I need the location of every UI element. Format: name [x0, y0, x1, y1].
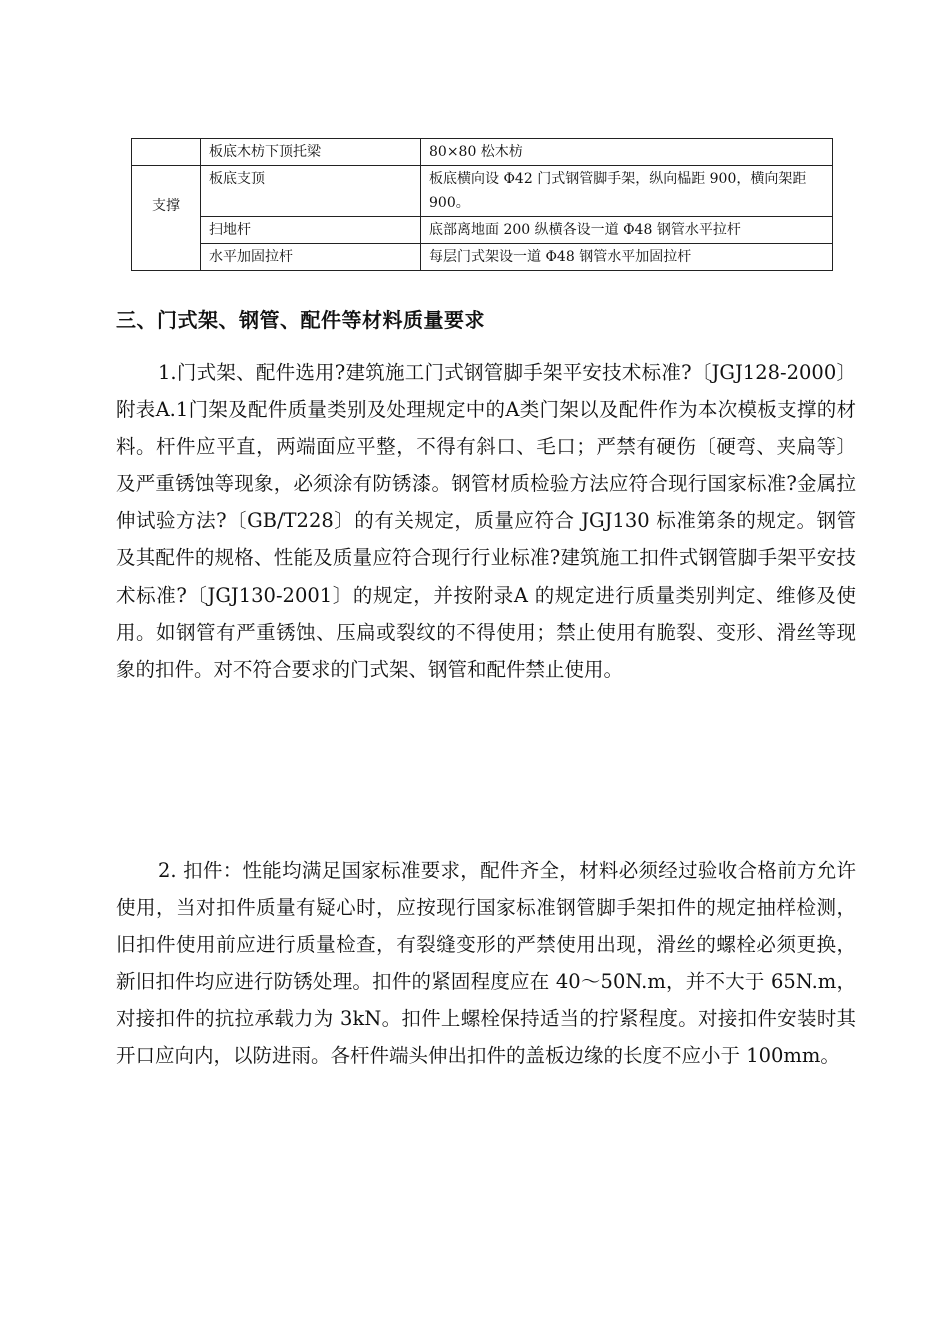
table-row — [132, 139, 833, 166]
section-heading: 三、门式架、钢管、配件等材料质量要求 — [116, 308, 485, 332]
body-paragraph: 1.门式架、配件选用?建筑施工门式钢管脚手架平安技术标准?〔JGJ128-2000〕附表A.1门架及配件质量类别及处理规定中的A类门架以及配件作为本次模板支撑的材料。杆件应平直，两端面应平整，不得有斜口、毛口；严禁有硬伤〔硬弯、夹扁等〕及严重锈蚀等现象，必须涂有防锈漆。钢管材质检验方法应符合现行国家标准?金属拉伸试验方法?〔GB/T228〕的有关规定，质量应符合 JGJ130 标准第条的规定。钢管及其配件的规格、性能及质量应符合现行行业标准?建筑施工扣件式钢管脚手架平安技术标准?〔JGJ130-2001〕的规定，并按附录A 的规定进行质量类别判定、维修及使用。如钢管有严重锈蚀、压扁或裂纹的不得使用；禁止使用有脆裂、变形、滑丝等现象的扣件。对不符合要求的门式架、钢管和配件禁止使用。 — [116, 361, 856, 681]
table-cell-group — [132, 139, 201, 166]
table-row — [132, 166, 833, 217]
table-row — [132, 217, 833, 244]
table-cell-item: 板底支顶 — [201, 166, 421, 217]
table-row — [132, 244, 833, 271]
table-cell-group: 支撑 — [132, 166, 201, 271]
table-cell-spec: 80×80 松木枋 — [421, 139, 833, 166]
table-cell-spec: 底部离地面 200 纵横各设一道 Φ48 钢管水平拉杆 — [421, 217, 833, 244]
table-cell-item: 扫地杆 — [201, 217, 421, 244]
table-cell-item: 水平加固拉杆 — [201, 244, 421, 271]
table-cell-spec: 每层门式架设一道 Φ48 钢管水平加固拉杆 — [421, 244, 833, 271]
support-spec-table — [131, 138, 833, 271]
table-cell-spec: 板底横向设 Φ42 门式钢管脚手架，纵向榀距 900，横向架距 900。 — [421, 166, 833, 217]
table-cell-item: 板底木枋下顶托梁 — [201, 139, 421, 166]
body-paragraph: 2. 扣件：性能均满足国家标准要求，配件齐全，材料必须经过验收合格前方允许使用，当对扣件质量有疑心时，应按现行国家标准钢管脚手架扣件的规定抽样检测，旧扣件使用前应进行质量检查，有裂缝变形的严禁使用出现，滑丝的螺栓必须更换，新旧扣件均应进行防锈处理。扣件的紧固程度应在 40～50N.m，并不大于 65N.m，对接扣件的抗拉承载力为 3kN。扣件上螺栓保持适当的拧紧程度。对接扣件安装时其开口应向内，以防进雨。各杆件端头伸出扣件的盖板边缘的长度不应小于 100mm。 — [116, 859, 856, 1068]
